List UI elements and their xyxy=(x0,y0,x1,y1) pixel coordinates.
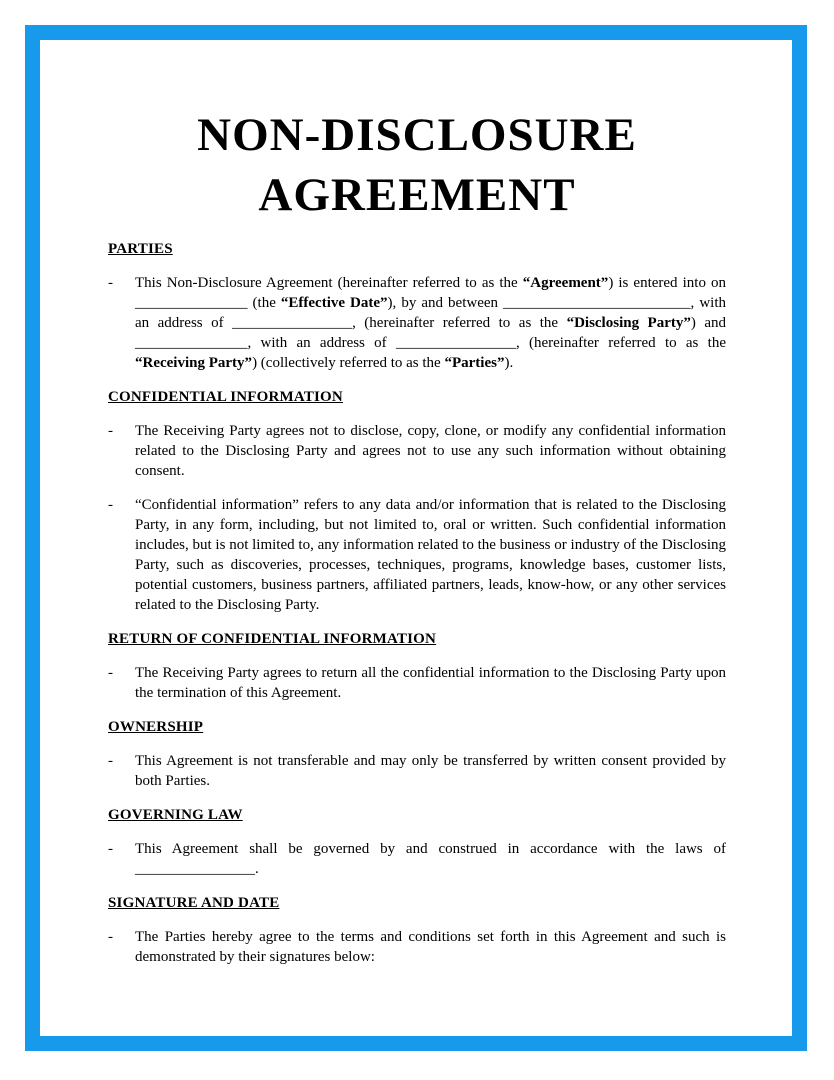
section-return-of-confidential-information xyxy=(108,629,726,703)
paragraph-text: The Receiving Party agrees to return all the confidential information to the Disclosing Party upon the termination of this Agreement. xyxy=(135,665,726,701)
section-ownership xyxy=(108,717,726,791)
bullet-item xyxy=(108,421,726,481)
bullet-dash: - xyxy=(108,841,113,857)
section-heading-ownership: OWNERSHIP xyxy=(108,719,204,735)
bullet-dash: - xyxy=(108,497,113,513)
document-title: NON-DISCLOSURE AGREEMENT xyxy=(197,109,637,221)
bullet-item xyxy=(108,751,726,791)
document-content xyxy=(108,41,726,1039)
section-heading-confidential-information: CONFIDENTIAL INFORMATION xyxy=(108,389,343,405)
bullet-item xyxy=(108,273,726,373)
bullet-dash: - xyxy=(108,665,113,681)
bullet-item xyxy=(108,839,726,879)
section-heading-signature-and-date: SIGNATURE AND DATE xyxy=(108,895,280,911)
bullet-item xyxy=(108,495,726,615)
bullet-dash: - xyxy=(108,929,113,945)
section-parties xyxy=(108,239,726,373)
bullet-item xyxy=(108,663,726,703)
paragraph-text: The Parties hereby agree to the terms and conditions set forth in this Agreement and such is demonstrated by their signatures below: xyxy=(135,929,726,965)
paragraph-text: “Confidential information” refers to any data and/or information that is related to the Disclosing Party, in any form, including, but not limited to, oral or written. Such confidential information includes, but is not limited to, any information related to the business or industry of the Disclosing Party, such as discoveries, processes, techniques, programs, knowledge bases, customer lists, potential customers, business partners, affiliated partners, leads, know-how, or any other services related to the Disclosing Party. xyxy=(135,497,726,613)
paragraph-text: This Agreement shall be governed by and construed in accordance with the laws of ________________. xyxy=(135,841,726,877)
section-heading-parties: PARTIES xyxy=(108,241,173,257)
paragraph-text: This Agreement is not transferable and may only be transferred by written consent provided by both Parties. xyxy=(135,753,726,789)
bullet-item xyxy=(108,927,726,967)
section-heading-return-of-confidential-information: RETURN OF CONFIDENTIAL INFORMATION xyxy=(108,631,437,647)
section-heading-governing-law: GOVERNING LAW xyxy=(108,807,243,823)
bullet-dash: - xyxy=(108,275,113,291)
paragraph-text: The Receiving Party agrees not to disclose, copy, clone, or modify any confidential information related to the Disclosing Party and agrees not to use any such information without obtaining consent. xyxy=(135,423,726,479)
section-confidential-information xyxy=(108,387,726,615)
paragraph-text: This Non-Disclosure Agreement (hereinafter referred to as the “Agreement”) is entered into on _______________ (the “Effective Date”), by and between _________________________, with an address of ________________, (hereinafter referred to as the “Disclosing Party”) and _______________, with an address of ________________, (hereinafter referred to as the “Receiving Party”) (collectively referred to as the “Parties”). xyxy=(135,275,727,371)
bullet-dash: - xyxy=(108,753,113,769)
section-signature-and-date xyxy=(108,893,726,967)
bullet-dash: - xyxy=(108,423,113,439)
section-governing-law xyxy=(108,805,726,879)
